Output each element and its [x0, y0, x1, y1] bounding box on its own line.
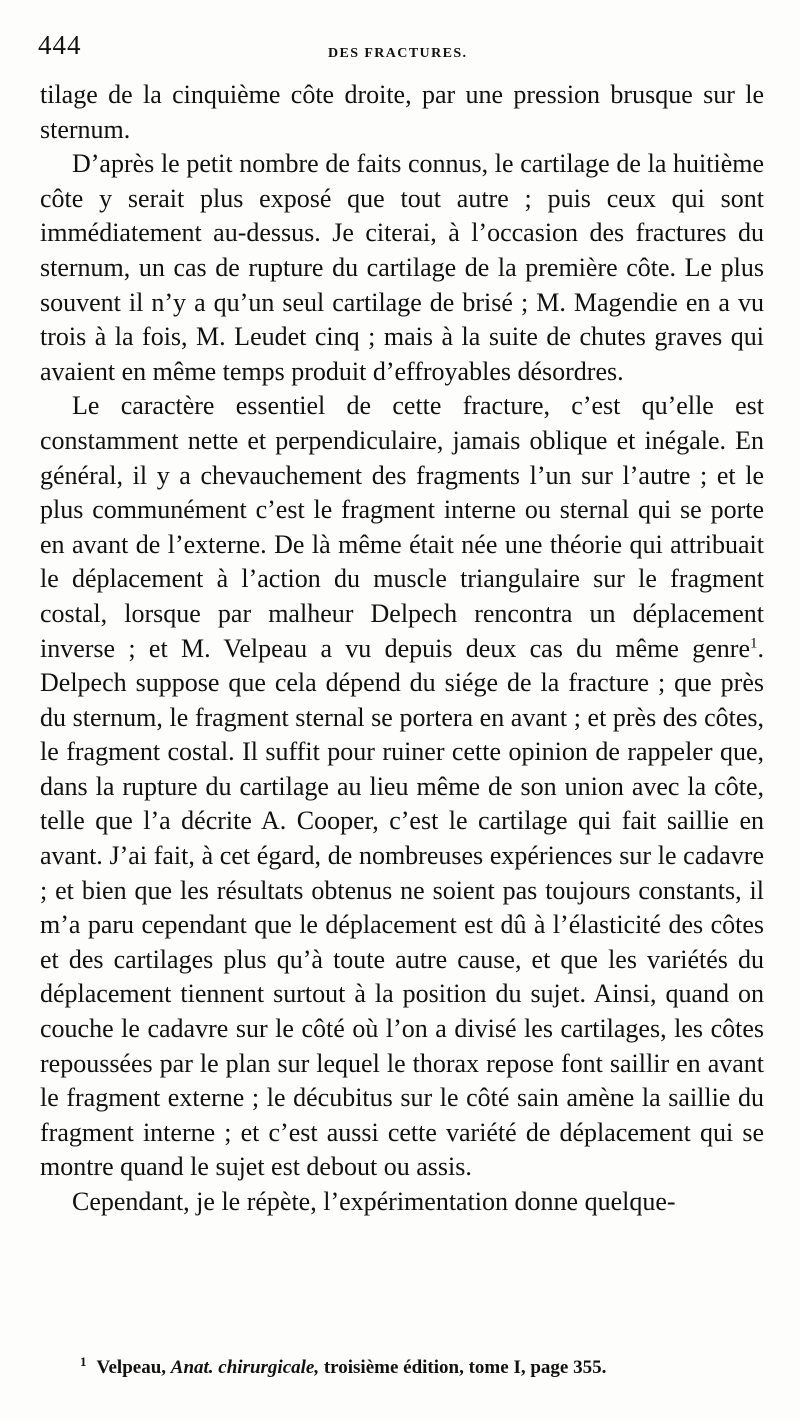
running-title: DES FRACTURES.: [328, 46, 468, 61]
page-number: 444: [38, 30, 82, 60]
footnote-reference[interactable]: 1: [750, 634, 758, 651]
paragraph-continued: tilage de la cinquième côte droite, par une pression brusque sur le sternum.: [40, 80, 764, 144]
paragraph: [40, 389, 764, 1185]
paragraph: Cependant, je le répète, l’expérimentation donne quelque-: [72, 1187, 676, 1216]
footnote-details: troisième édition, tome I, page 355.: [323, 1357, 607, 1378]
paragraph: D’après le petit nombre de faits connus, le cartilage de la huitième côte y serait plus exposé que tout autre ; puis ceux qui sont immédiatement au-dessus. Je citerai, à l’occasion des fractures du sternum, un cas de rupture du cartilage de la première côte. Le plus souvent il n’y a qu’un seul cartilage de brisé ; M. Magendie en a vu trois à la fois, M. Leudet cinq ; mais à la suite de chutes graves qui avaient en même temps produit d’effroyables désordres.: [40, 149, 764, 386]
footnote-mark: 1: [80, 1353, 87, 1369]
main-text: [40, 78, 764, 1220]
paragraph-text: Le caractère essentiel de cette fracture, c’est qu’elle est constamment nette et perpendiculaire, jamais oblique et inégale. En général, il y a chevauchement des fragments l’un sur l’autre ; et le plus communément c’est le fragment interne ou sternal qui se porte en avant de l’externe. De là même était née une théorie qui attribuait le déplacement à l’action du muscle triangulaire sur le fragment costal, lorsque par malheur Delpech rencontra un déplacement inverse ; et M. Velpeau a vu depuis deux cas du même genre: [40, 391, 764, 663]
footnote-author: Velpeau,: [96, 1357, 167, 1378]
page-header: [0, 28, 800, 68]
footnote: [80, 1355, 780, 1381]
paragraph-text: . Delpech suppose que cela dépend du siége de la fracture ; que près du sternum, le fragment sternal se portera en avant ; et près des côtes, le fragment costal. Il suffit pour ruiner cette opinion de rappeler que, dans la rupture du cartilage au lieu même de son union avec la côte, telle que l’a décrite A. Cooper, c’est le cartilage qui fait saillie en avant. J’ai fait, à cet égard, de nombreuses expériences sur le cadavre ; et bien que les résultats obtenus ne soient pas toujours constants, il m’a paru cependant que le déplacement est dû à l’élasticité des côtes et des cartilages plus qu’à toute autre cause, et que les variétés du déplacement tiennent surtout à la position du sujet. Ainsi, quand on couche le cadavre sur le côté où l’on a divisé les cartilages, les côtes repoussées par le plan sur lequel le thorax repose font saillir en avant le fragment externe ; le décubitus sur le côté sain amène la saillie du fragment interne ; et c’est aussi cette variété de déplacement qui se montre quand le sujet est debout ou assis.: [40, 633, 764, 1182]
footnote-work-title: Anat. chirurgicale,: [170, 1357, 320, 1378]
